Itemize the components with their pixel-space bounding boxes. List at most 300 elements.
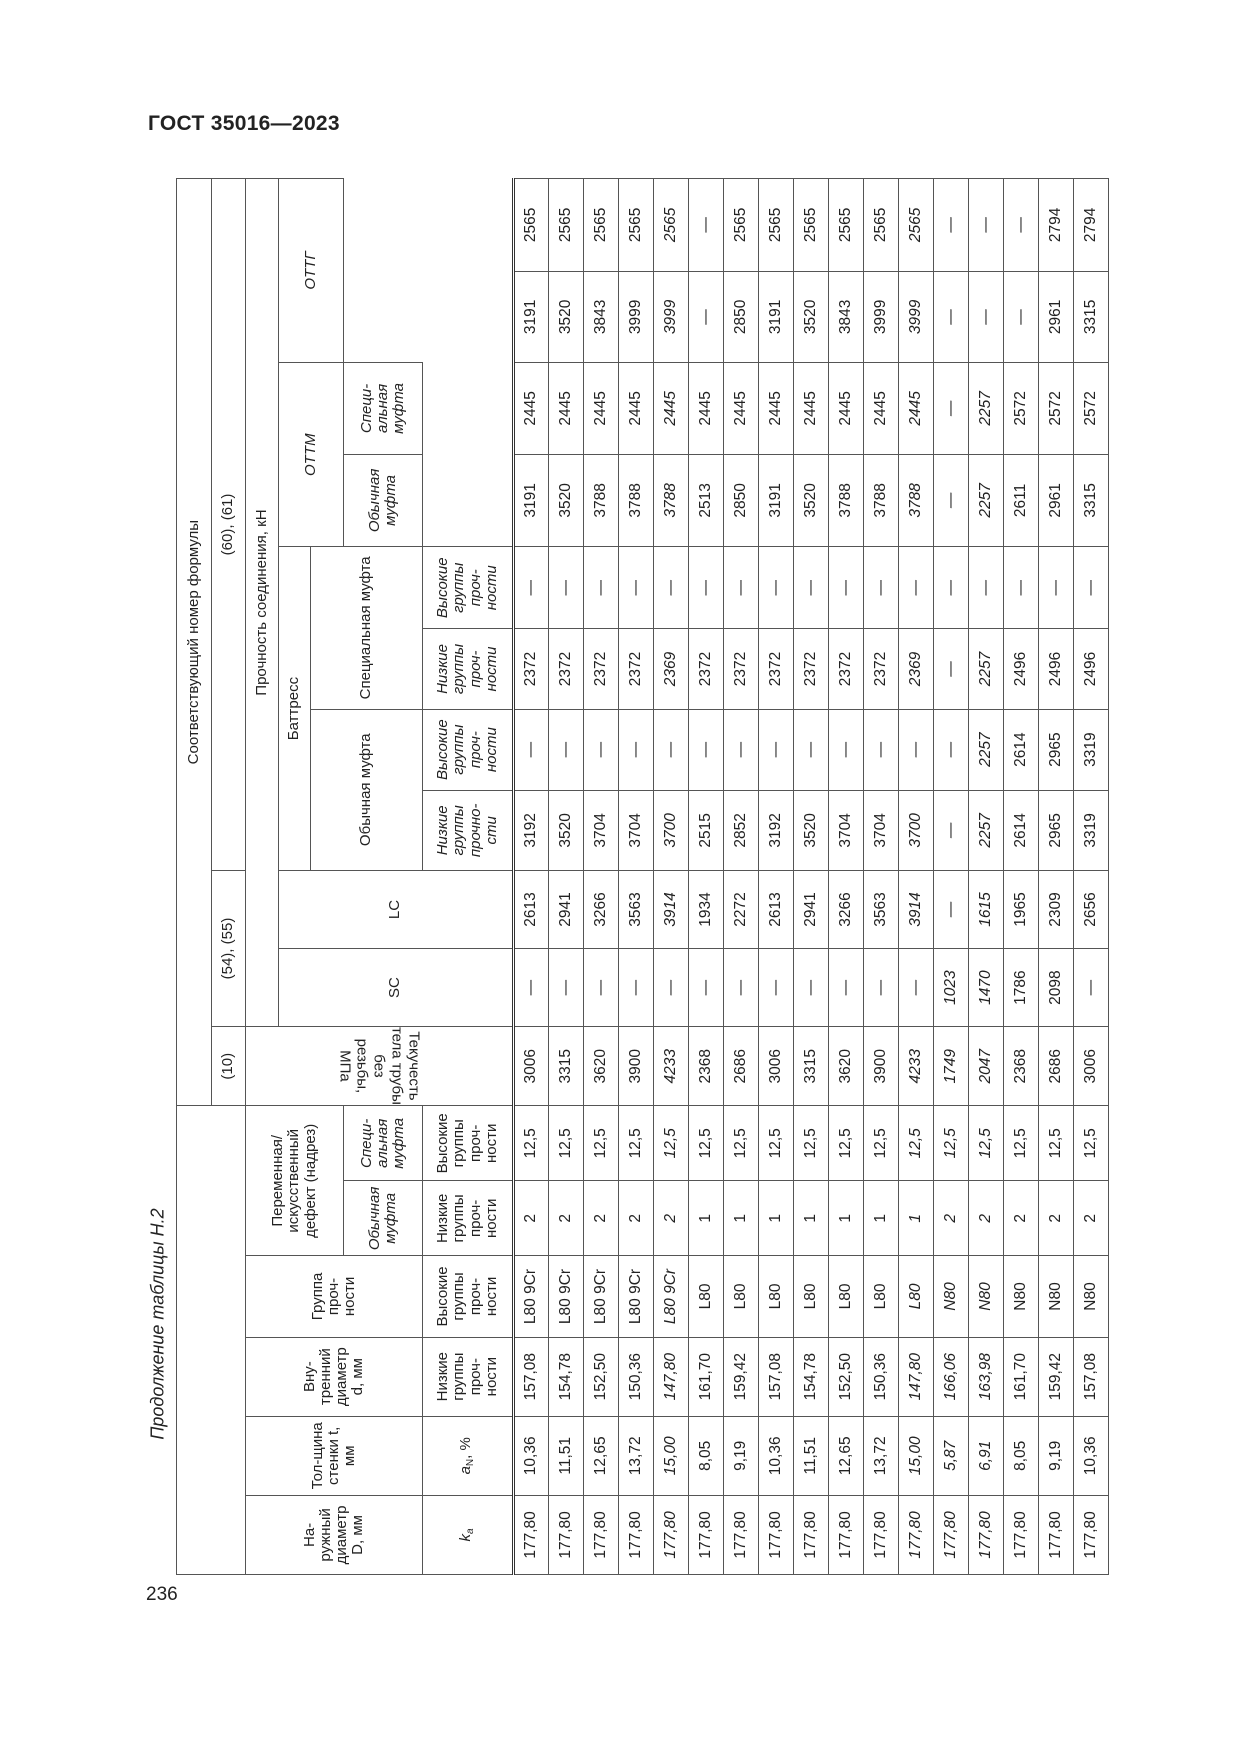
cell-y: 2047 xyxy=(969,1027,1004,1106)
cell-og-lo: — xyxy=(969,271,1004,362)
cell-bs-lo: 2372 xyxy=(619,629,654,709)
cell-t: 11,51 xyxy=(794,1416,829,1495)
cell-d: 157,08 xyxy=(514,1337,549,1416)
cell-br-hi: 3319 xyxy=(1074,709,1109,790)
formula-60-61: (60), (61) xyxy=(212,179,246,871)
page-number: 236 xyxy=(146,1584,178,1605)
cell-aN: 12,5 xyxy=(899,1106,934,1181)
cell-ka: 2 xyxy=(654,1181,689,1256)
cell-sc: 1470 xyxy=(969,949,1004,1027)
cell-aN: 12,5 xyxy=(1039,1106,1074,1181)
cell-bs-lo: 2496 xyxy=(1004,629,1039,709)
cell-bs-lo: 2372 xyxy=(549,629,584,709)
ottm-regular-header: Обычная муфта xyxy=(344,1181,423,1256)
cell-ka: 1 xyxy=(689,1181,724,1256)
cell-y: 3006 xyxy=(1074,1027,1109,1106)
cell-t: 12,65 xyxy=(829,1416,864,1495)
cell-ka: 2 xyxy=(1074,1181,1109,1256)
cell-y: 2686 xyxy=(1039,1027,1074,1106)
cell-om-lo: — xyxy=(934,454,969,547)
table-row xyxy=(864,179,899,1575)
cell-og-lo: 3520 xyxy=(794,271,829,362)
cell-bs-hi: — xyxy=(794,547,829,629)
cell-sc: — xyxy=(619,949,654,1027)
cell-og-lo: — xyxy=(1004,271,1039,362)
cell-lc: 2613 xyxy=(514,870,549,948)
cell-br-hi: — xyxy=(654,709,689,790)
table-caption-wrap xyxy=(147,1208,174,1440)
cell-lc: 1965 xyxy=(1004,870,1039,948)
cell-aN: 12,5 xyxy=(514,1106,549,1181)
cell-br-hi: 2257 xyxy=(969,709,1004,790)
cell-t: 8,05 xyxy=(689,1416,724,1495)
cell-aN: 12,5 xyxy=(934,1106,969,1181)
cell-bs-lo: 2257 xyxy=(969,629,1004,709)
cell-br-hi: — xyxy=(899,709,934,790)
cell-y: 4233 xyxy=(654,1027,689,1106)
cell-br-hi: — xyxy=(829,709,864,790)
cell-om-lo: 2611 xyxy=(1004,454,1039,547)
table-caption: Продолжение таблицы Н.2 xyxy=(147,1208,168,1440)
cell-ka: 1 xyxy=(759,1181,794,1256)
cell-og-lo: 3999 xyxy=(654,271,689,362)
cell-lc: — xyxy=(934,870,969,948)
table-row xyxy=(794,179,829,1575)
cell-sc: — xyxy=(514,949,549,1027)
cell-om-lo: 2961 xyxy=(1039,454,1074,547)
cell-br-hi: — xyxy=(794,709,829,790)
cell-lc: 3266 xyxy=(584,870,619,948)
cell-t: 10,36 xyxy=(514,1416,549,1495)
cell-d: 150,36 xyxy=(864,1337,899,1416)
cell-y: 3900 xyxy=(619,1027,654,1106)
cell-t: 10,36 xyxy=(1074,1416,1109,1495)
cell-aN: 12,5 xyxy=(794,1106,829,1181)
cell-g: L80 9Cr xyxy=(549,1256,584,1337)
cell-br-lo: 3520 xyxy=(549,790,584,870)
cell-lc: 2656 xyxy=(1074,870,1109,948)
high-group-3: Высокие группы проч-ности xyxy=(423,709,514,790)
cell-om-hi: 2445 xyxy=(549,363,584,454)
cell-om-hi: 2445 xyxy=(619,363,654,454)
cell-g: L80 xyxy=(689,1256,724,1337)
cell-br-lo: 3704 xyxy=(619,790,654,870)
cell-br-lo: 3700 xyxy=(899,790,934,870)
ottm-header: ОТТМ xyxy=(279,363,344,547)
cell-om-lo: 3788 xyxy=(864,454,899,547)
cell-ka: 2 xyxy=(549,1181,584,1256)
cell-t: 6,91 xyxy=(969,1416,1004,1495)
cell-lc: 3563 xyxy=(864,870,899,948)
cell-sc: — xyxy=(829,949,864,1027)
cell-t: 12,65 xyxy=(584,1416,619,1495)
cell-t: 10,36 xyxy=(759,1416,794,1495)
cell-om-lo: 3191 xyxy=(759,454,794,547)
high-group-2: Высокие группы проч-ности xyxy=(423,1106,514,1181)
col-header-yield-box xyxy=(246,1027,514,1106)
cell-D: 177,80 xyxy=(1074,1495,1109,1574)
cell-t: 15,00 xyxy=(654,1416,689,1495)
cell-d: 150,36 xyxy=(619,1337,654,1416)
cell-sc: — xyxy=(654,949,689,1027)
cell-d: 154,78 xyxy=(794,1337,829,1416)
cell-y: 1749 xyxy=(934,1027,969,1106)
cell-br-hi: — xyxy=(864,709,899,790)
cell-og-lo: 3191 xyxy=(759,271,794,362)
cell-ka: 2 xyxy=(619,1181,654,1256)
cell-og-hi: 2565 xyxy=(794,179,829,272)
cell-d: 161,70 xyxy=(689,1337,724,1416)
col-header-aN: $a_N$, % xyxy=(423,1416,514,1495)
ottg-regular-header: Обычная муфта xyxy=(344,454,423,547)
cell-ka: 2 xyxy=(969,1181,1004,1256)
cell-om-hi: 2445 xyxy=(654,363,689,454)
cell-lc: 3914 xyxy=(899,870,934,948)
cell-sc: — xyxy=(794,949,829,1027)
cell-og-lo: 2850 xyxy=(724,271,759,362)
cell-br-hi: — xyxy=(549,709,584,790)
table-row xyxy=(1039,179,1074,1575)
cell-bs-lo: 2372 xyxy=(864,629,899,709)
cell-g: L80 9Cr xyxy=(584,1256,619,1337)
cell-og-lo: 2961 xyxy=(1039,271,1074,362)
cell-om-lo: 3315 xyxy=(1074,454,1109,547)
cell-D: 177,80 xyxy=(549,1495,584,1574)
table-row xyxy=(899,179,934,1575)
cell-om-hi: 2445 xyxy=(759,363,794,454)
cell-bs-hi: — xyxy=(899,547,934,629)
cell-d: 147,80 xyxy=(654,1337,689,1416)
cell-y: 2368 xyxy=(1004,1027,1039,1106)
cell-aN: 12,5 xyxy=(584,1106,619,1181)
cell-d: 147,80 xyxy=(899,1337,934,1416)
cell-sc: 2098 xyxy=(1039,949,1074,1027)
cell-om-lo: 3788 xyxy=(654,454,689,547)
cell-bs-hi: — xyxy=(514,547,549,629)
table-row xyxy=(934,179,969,1575)
cell-ka: 2 xyxy=(934,1181,969,1256)
cell-d: 152,50 xyxy=(829,1337,864,1416)
table-row xyxy=(584,179,619,1575)
cell-d: 159,42 xyxy=(1039,1337,1074,1416)
col-header-yield: Текучесть тела трубы без резьбы, МПа xyxy=(336,1027,423,1106)
cell-og-hi: — xyxy=(934,179,969,272)
cell-D: 177,80 xyxy=(1004,1495,1039,1574)
cell-t: 9,19 xyxy=(1039,1416,1074,1495)
col-header-LC: LC xyxy=(279,870,514,948)
cell-og-hi: 2565 xyxy=(549,179,584,272)
cell-t: 9,19 xyxy=(724,1416,759,1495)
cell-bs-lo: 2372 xyxy=(689,629,724,709)
col-header-ka: $k_a$ xyxy=(423,1495,514,1574)
cell-bs-lo: 2369 xyxy=(899,629,934,709)
cell-g: L80 xyxy=(864,1256,899,1337)
cell-D: 177,80 xyxy=(584,1495,619,1574)
cell-ka: 2 xyxy=(1004,1181,1039,1256)
cell-og-lo: 3999 xyxy=(864,271,899,362)
cell-aN: 12,5 xyxy=(829,1106,864,1181)
cell-y: 3315 xyxy=(794,1027,829,1106)
cell-bs-lo: 2372 xyxy=(514,629,549,709)
cell-sc: — xyxy=(899,949,934,1027)
cell-t: 8,05 xyxy=(1004,1416,1039,1495)
cell-lc: 3914 xyxy=(654,870,689,948)
cell-og-hi: 2565 xyxy=(619,179,654,272)
cell-br-lo: 3704 xyxy=(864,790,899,870)
cell-bs-hi: — xyxy=(969,547,1004,629)
cell-sc: 1786 xyxy=(1004,949,1039,1027)
cell-om-hi: 2572 xyxy=(1004,363,1039,454)
cell-g: N80 xyxy=(1039,1256,1074,1337)
cell-D: 177,80 xyxy=(864,1495,899,1574)
cell-sc: — xyxy=(724,949,759,1027)
cell-aN: 12,5 xyxy=(654,1106,689,1181)
cell-br-hi: 2965 xyxy=(1039,709,1074,790)
cell-D: 177,80 xyxy=(794,1495,829,1574)
cell-aN: 12,5 xyxy=(1074,1106,1109,1181)
cell-g: L80 9Cr xyxy=(654,1256,689,1337)
header-row-3 xyxy=(246,179,279,1575)
cell-d: 161,70 xyxy=(1004,1337,1039,1416)
cell-og-lo: 3315 xyxy=(1074,271,1109,362)
regular-coupling-header: Обычная муфта xyxy=(311,709,423,870)
table-body xyxy=(514,179,1109,1575)
cell-br-hi: — xyxy=(584,709,619,790)
cell-br-lo: 3704 xyxy=(829,790,864,870)
cell-br-lo: 2515 xyxy=(689,790,724,870)
formula-header: Соответствующий номер формулы xyxy=(177,179,212,1106)
col-header-D: На-ружный диаметр D, мм xyxy=(246,1495,423,1574)
cell-sc: 1023 xyxy=(934,949,969,1027)
col-header-t: Тол-щина стенки t, мм xyxy=(246,1416,423,1495)
cell-ka: 2 xyxy=(584,1181,619,1256)
cell-bs-lo: 2496 xyxy=(1039,629,1074,709)
cell-og-lo: 3191 xyxy=(514,271,549,362)
cell-om-hi: 2445 xyxy=(724,363,759,454)
cell-aN: 12,5 xyxy=(724,1106,759,1181)
cell-y: 3315 xyxy=(549,1027,584,1106)
cell-y: 3006 xyxy=(759,1027,794,1106)
cell-om-lo: 3520 xyxy=(794,454,829,547)
cell-br-hi: — xyxy=(689,709,724,790)
cell-om-hi: 2445 xyxy=(584,363,619,454)
cell-om-lo: 3788 xyxy=(829,454,864,547)
cell-om-hi: 2445 xyxy=(899,363,934,454)
cell-bs-hi: — xyxy=(1039,547,1074,629)
ottm-special-header: Специ-альная муфта xyxy=(344,1106,423,1181)
cell-ka: 2 xyxy=(1039,1181,1074,1256)
cell-om-hi: 2445 xyxy=(829,363,864,454)
cell-om-lo: 3191 xyxy=(514,454,549,547)
cell-sc: — xyxy=(549,949,584,1027)
cell-og-lo: 3520 xyxy=(549,271,584,362)
cell-og-lo: — xyxy=(689,271,724,362)
cell-d: 159,42 xyxy=(724,1337,759,1416)
cell-bs-hi: — xyxy=(689,547,724,629)
cell-aN: 12,5 xyxy=(1004,1106,1039,1181)
cell-g: L80 xyxy=(829,1256,864,1337)
cell-og-lo: 3999 xyxy=(619,271,654,362)
buttress-header: Баттресс xyxy=(279,547,311,871)
cell-br-lo: 2614 xyxy=(1004,790,1039,870)
cell-sc: — xyxy=(864,949,899,1027)
high-group-4: Высокие группы проч-ности xyxy=(423,547,514,629)
cell-og-hi: 2565 xyxy=(759,179,794,272)
strength-header: Прочность соединения, кН xyxy=(246,179,279,1027)
rotated-table-container xyxy=(176,178,1150,1575)
cell-bs-hi: — xyxy=(934,547,969,629)
cell-sc: — xyxy=(689,949,724,1027)
cell-D: 177,80 xyxy=(934,1495,969,1574)
cell-D: 177,80 xyxy=(619,1495,654,1574)
cell-bs-lo: 2372 xyxy=(584,629,619,709)
cell-bs-hi: — xyxy=(724,547,759,629)
cell-br-lo: — xyxy=(934,790,969,870)
cell-g: N80 xyxy=(934,1256,969,1337)
cell-br-lo: 3704 xyxy=(584,790,619,870)
cell-lc: 2941 xyxy=(794,870,829,948)
cell-y: 3620 xyxy=(829,1027,864,1106)
col-header-group: Группа проч-ности xyxy=(246,1256,423,1337)
cell-sc: — xyxy=(584,949,619,1027)
special-coupling-header: Специальная муфта xyxy=(311,547,423,709)
cell-g: N80 xyxy=(969,1256,1004,1337)
table-row xyxy=(1004,179,1039,1575)
header-blank-cell xyxy=(177,1106,246,1575)
cell-om-lo: 3788 xyxy=(899,454,934,547)
cell-y: 4233 xyxy=(899,1027,934,1106)
cell-ka: 1 xyxy=(794,1181,829,1256)
cell-og-hi: 2794 xyxy=(1039,179,1074,272)
cell-br-lo: 2257 xyxy=(969,790,1004,870)
cell-d: 154,78 xyxy=(549,1337,584,1416)
cell-t: 11,51 xyxy=(549,1416,584,1495)
cell-bs-hi: — xyxy=(654,547,689,629)
low-group-3: Низкие группы прочно-сти xyxy=(423,790,514,870)
cell-aN: 12,5 xyxy=(619,1106,654,1181)
cell-g: N80 xyxy=(1074,1256,1109,1337)
cell-og-hi: 2565 xyxy=(584,179,619,272)
cell-lc: 3563 xyxy=(619,870,654,948)
cell-D: 177,80 xyxy=(514,1495,549,1574)
cell-om-hi: 2445 xyxy=(794,363,829,454)
table-row xyxy=(689,179,724,1575)
cell-y: 3900 xyxy=(864,1027,899,1106)
cell-om-hi: 2445 xyxy=(864,363,899,454)
cell-br-hi: — xyxy=(514,709,549,790)
cell-t: 13,72 xyxy=(864,1416,899,1495)
cell-bs-lo: 2372 xyxy=(724,629,759,709)
cell-t: 13,72 xyxy=(619,1416,654,1495)
cell-D: 177,80 xyxy=(1039,1495,1074,1574)
cell-bs-lo: 2372 xyxy=(794,629,829,709)
cell-bs-hi: — xyxy=(864,547,899,629)
table-row xyxy=(549,179,584,1575)
cell-om-lo: 3788 xyxy=(584,454,619,547)
cell-br-lo: 3192 xyxy=(514,790,549,870)
cell-aN: 12,5 xyxy=(549,1106,584,1181)
cell-om-lo: 2850 xyxy=(724,454,759,547)
cell-om-lo: 3520 xyxy=(549,454,584,547)
cell-bs-hi: — xyxy=(759,547,794,629)
cell-br-hi: — xyxy=(759,709,794,790)
cell-d: 163,98 xyxy=(969,1337,1004,1416)
formula-10: (10) xyxy=(212,1027,246,1106)
cell-og-hi: 2565 xyxy=(864,179,899,272)
cell-aN: 12,5 xyxy=(864,1106,899,1181)
cell-og-lo: 3999 xyxy=(899,271,934,362)
cell-lc: 2941 xyxy=(549,870,584,948)
cell-D: 177,80 xyxy=(899,1495,934,1574)
low-group-1: Низкие группы проч-ности xyxy=(423,1337,514,1416)
cell-aN: 12,5 xyxy=(759,1106,794,1181)
cell-br-lo: 3520 xyxy=(794,790,829,870)
cell-D: 177,80 xyxy=(689,1495,724,1574)
cell-y: 2686 xyxy=(724,1027,759,1106)
cell-bs-hi: — xyxy=(1004,547,1039,629)
ottg-header: ОТТГ xyxy=(279,179,344,363)
col-header-SC: SC xyxy=(279,949,514,1027)
table-row xyxy=(1074,179,1109,1575)
cell-og-hi: — xyxy=(969,179,1004,272)
cell-og-hi: 2565 xyxy=(829,179,864,272)
table-row xyxy=(514,179,549,1575)
low-group-4: Низкие группы проч-ности xyxy=(423,629,514,709)
data-table xyxy=(176,178,1109,1575)
cell-g: L80 9Cr xyxy=(514,1256,549,1337)
cell-br-lo: 3192 xyxy=(759,790,794,870)
cell-d: 152,50 xyxy=(584,1337,619,1416)
cell-br-lo: 3319 xyxy=(1074,790,1109,870)
cell-g: N80 xyxy=(1004,1256,1039,1337)
cell-y: 2368 xyxy=(689,1027,724,1106)
cell-ka: 1 xyxy=(829,1181,864,1256)
cell-aN: 12,5 xyxy=(689,1106,724,1181)
cell-br-hi: — xyxy=(619,709,654,790)
cell-bs-lo: 2372 xyxy=(759,629,794,709)
cell-ka: 2 xyxy=(514,1181,549,1256)
cell-om-hi: 2572 xyxy=(1074,363,1109,454)
cell-g: L80 xyxy=(759,1256,794,1337)
cell-t: 5,87 xyxy=(934,1416,969,1495)
col-header-defect: Переменная/ искусственный дефект (надрез) xyxy=(246,1106,344,1256)
cell-om-lo: 3788 xyxy=(619,454,654,547)
cell-d: 157,08 xyxy=(759,1337,794,1416)
cell-bs-hi: — xyxy=(619,547,654,629)
cell-br-hi: — xyxy=(724,709,759,790)
header-row-1 xyxy=(177,179,212,1575)
cell-lc: 2272 xyxy=(724,870,759,948)
cell-y: 3620 xyxy=(584,1027,619,1106)
cell-om-hi: 2445 xyxy=(689,363,724,454)
cell-og-lo: 3843 xyxy=(829,271,864,362)
cell-aN: 12,5 xyxy=(969,1106,1004,1181)
table-row xyxy=(829,179,864,1575)
cell-og-hi: 2794 xyxy=(1074,179,1109,272)
cell-D: 177,80 xyxy=(759,1495,794,1574)
cell-br-lo: 2852 xyxy=(724,790,759,870)
ottg-special-header: Специ-альная муфта xyxy=(344,363,423,454)
cell-d: 157,08 xyxy=(1074,1337,1109,1416)
cell-lc: 1934 xyxy=(689,870,724,948)
cell-om-hi: 2572 xyxy=(1039,363,1074,454)
cell-og-hi: — xyxy=(689,179,724,272)
cell-og-lo: — xyxy=(934,271,969,362)
table-row xyxy=(654,179,689,1575)
cell-om-hi: 2445 xyxy=(514,363,549,454)
cell-br-lo: 3700 xyxy=(654,790,689,870)
cell-bs-lo: — xyxy=(934,629,969,709)
